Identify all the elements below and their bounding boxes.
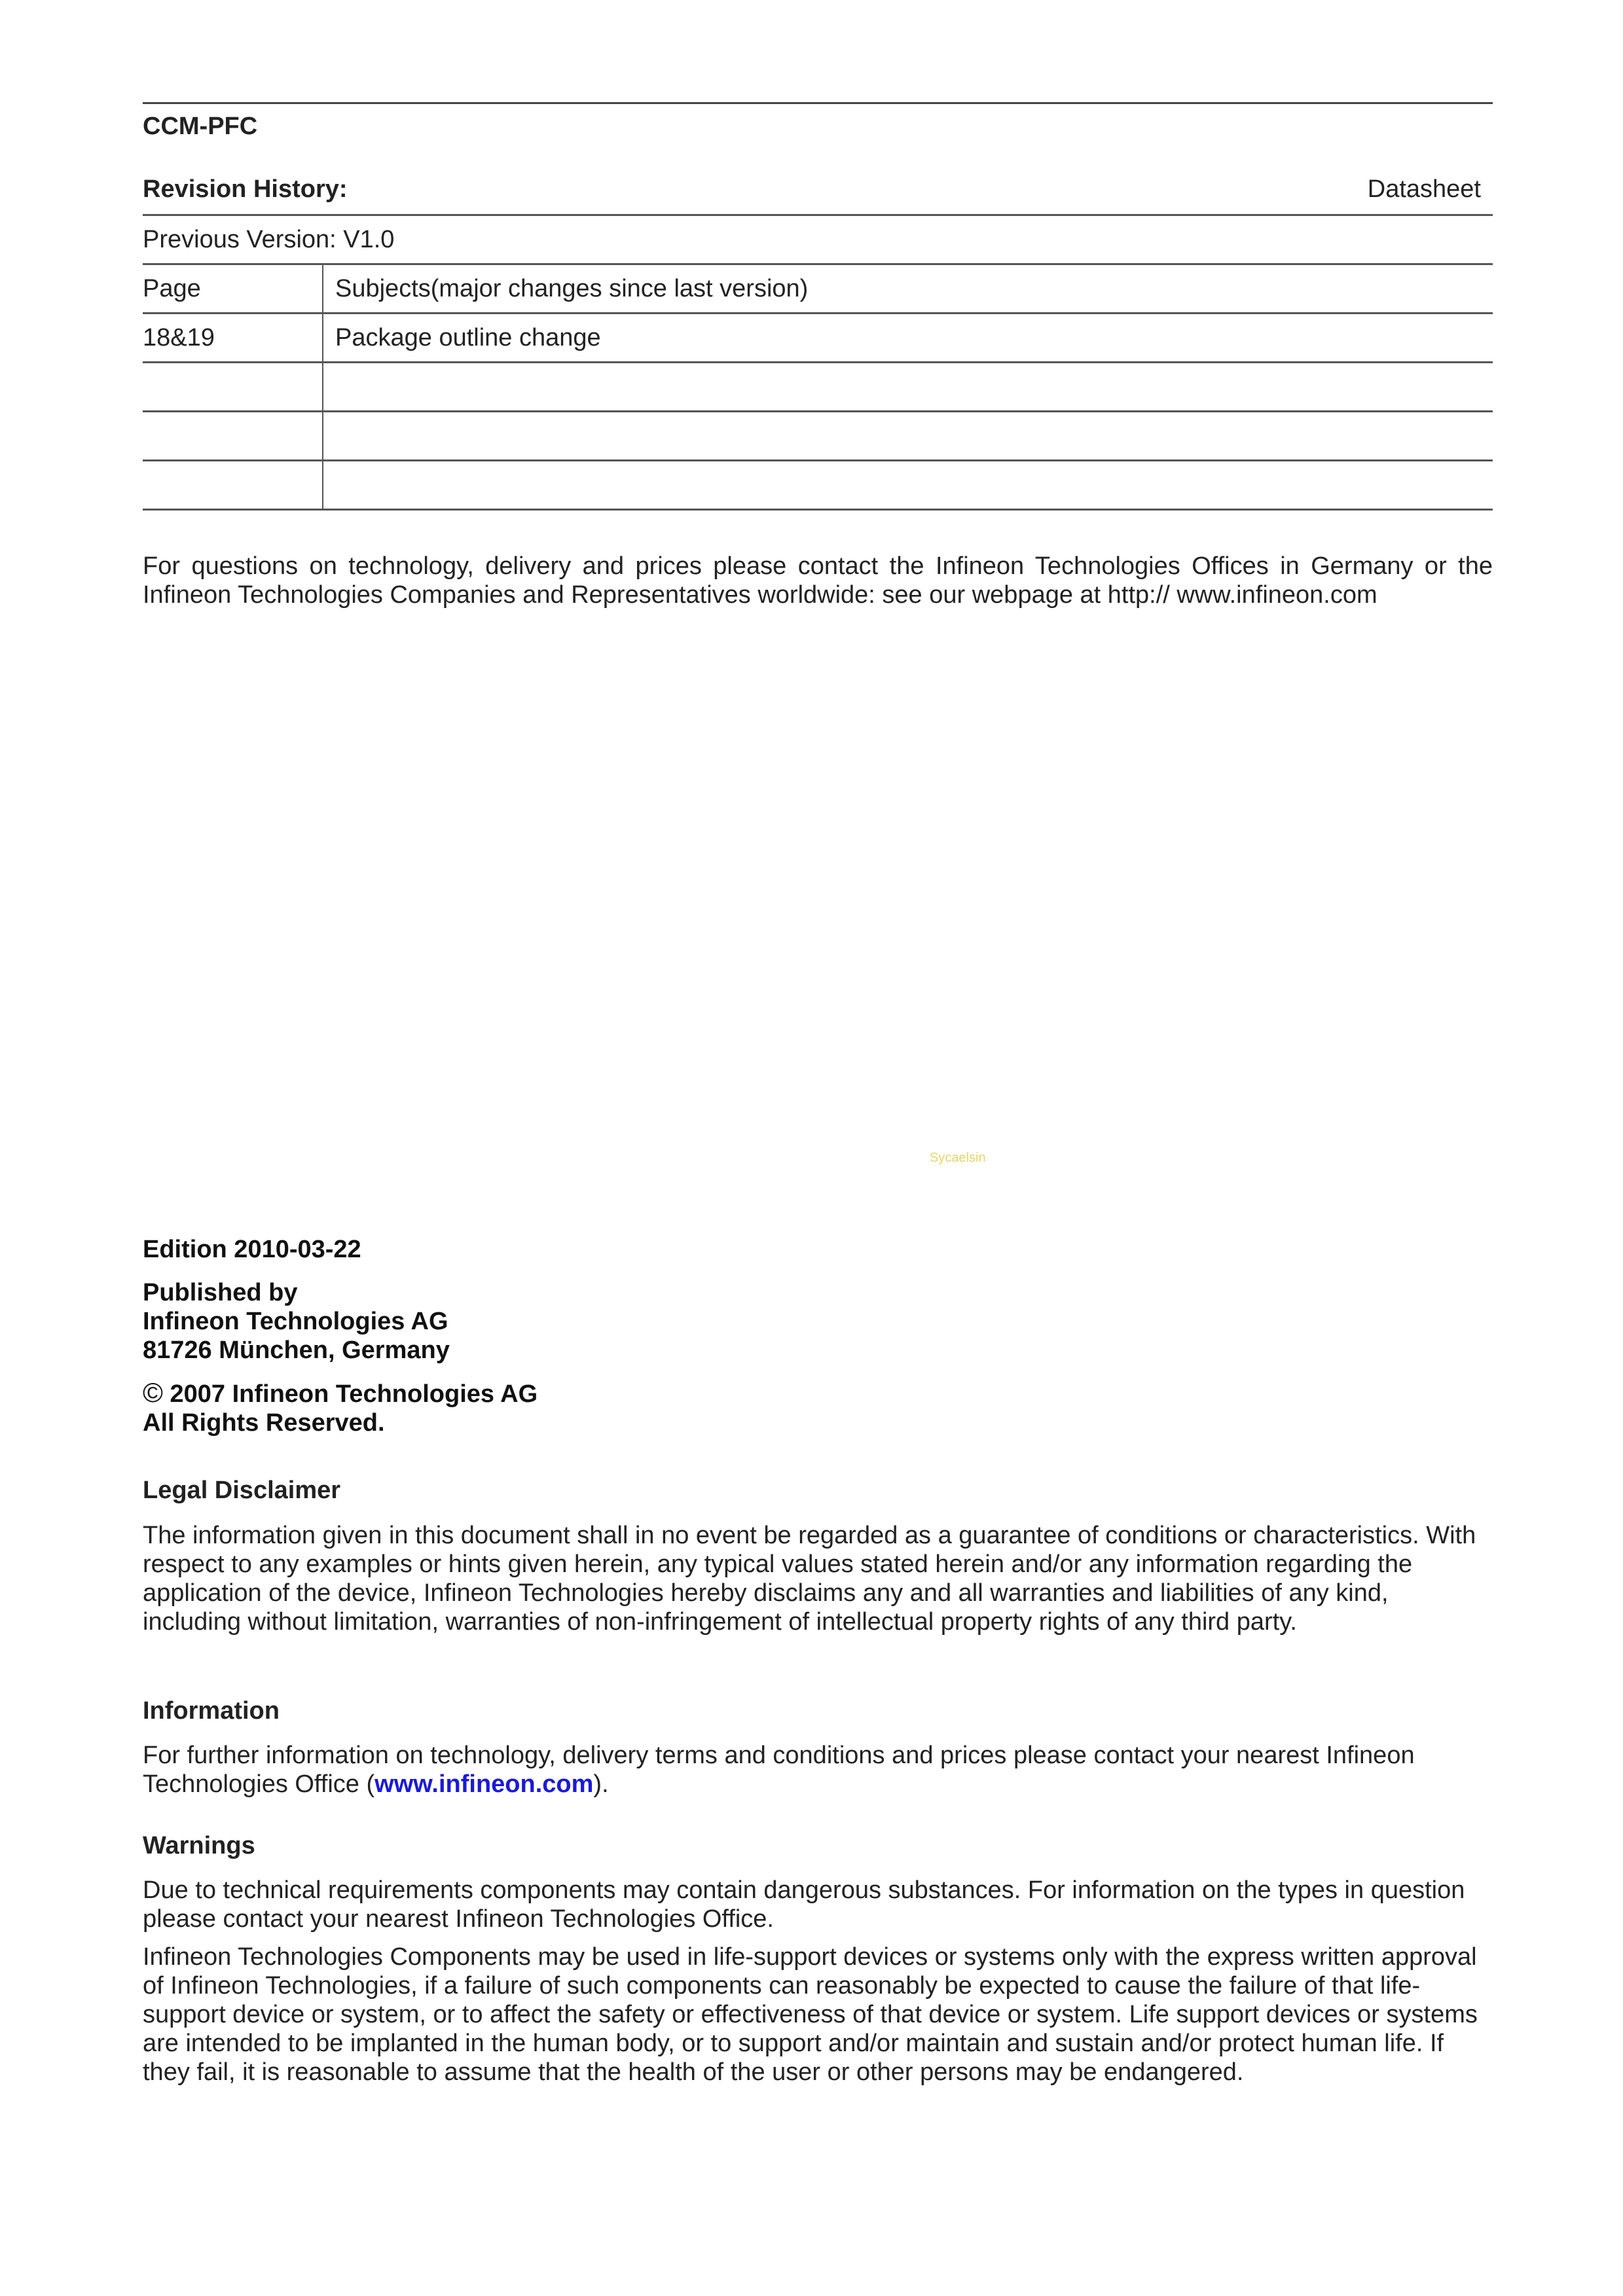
row-page: 18&19 xyxy=(143,314,323,363)
table-row xyxy=(143,314,1493,363)
warnings-paragraph-2: Infineon Technologies Components may be used in life-support devices or systems only with the express written approval of Infineon Technologies, if a failure of such components can reasonably be expected to cause the failure of that life-support device or system, or to affect the safety or effectiveness of that device or system. Life support devices or systems are intended to be implanted in the human body, or to support and/or maintain and sustain and/or protect human life. If they fail, it is reasonable to assume that the health of the user or other persons may be endangered. xyxy=(143,1943,1478,2086)
publisher-block xyxy=(143,1278,450,1365)
table-row xyxy=(143,363,1493,412)
copyright-text: 2007 Infineon Technologies AG xyxy=(170,1380,538,1408)
document-type: Datasheet xyxy=(1367,175,1481,203)
column-header-subjects: Subjects(major changes since last version) xyxy=(323,264,1493,314)
row-subject xyxy=(323,412,1493,461)
copyright-icon: © xyxy=(143,1377,163,1408)
header-rule xyxy=(143,102,1493,104)
legal-paragraph: The information given in this document shall in no event be regarded as a guarantee of conditions or characteristics. With respect to any examples or hints given herein, any typical values stated herein and/or any information regarding the application of the device, Infineon Technologies hereby disclaims any and all warranties and liabilities of any kind, including without limitation, warranties of non-infringement of intellectual property rights of any third party. xyxy=(143,1522,1476,1636)
publisher-name: Infineon Technologies AG xyxy=(143,1308,448,1335)
row-subject: Package outline change xyxy=(323,314,1493,363)
copyright-block xyxy=(143,1378,538,1437)
previous-version-row xyxy=(143,215,1493,264)
revision-title: Revision History: xyxy=(143,175,348,203)
contact-paragraph: For questions on technology, delivery and prices please contact the Infineon Technologies Offices in Germany or the Infineon Technologies Companies and Representatives worldwide: see our webpage at http:// www.infineon.com xyxy=(143,552,1493,609)
revision-table xyxy=(143,214,1493,511)
information-heading: Information xyxy=(143,1697,280,1725)
previous-version: Previous Version: V1.0 xyxy=(143,215,1493,264)
published-by: Published by xyxy=(143,1279,298,1306)
information-paragraph xyxy=(143,1741,1493,1799)
row-page xyxy=(143,363,323,412)
row-subject xyxy=(323,461,1493,510)
infineon-link[interactable]: www.infineon.com xyxy=(374,1770,594,1798)
edition: Edition 2010-03-22 xyxy=(143,1236,361,1263)
row-subject xyxy=(323,363,1493,412)
warnings-heading: Warnings xyxy=(143,1832,255,1859)
table-row xyxy=(143,412,1493,461)
warnings-paragraph-1: Due to technical requirements components may contain dangerous substances. For information on the types in question please contact your nearest Infineon Technologies Office. xyxy=(143,1876,1465,1933)
table-row xyxy=(143,461,1493,510)
rights-reserved: All Rights Reserved. xyxy=(143,1409,385,1437)
column-header-page: Page xyxy=(143,264,323,314)
doc-id: CCM-PFC xyxy=(143,113,258,140)
row-page xyxy=(143,412,323,461)
publisher-address: 81726 München, Germany xyxy=(143,1336,450,1364)
information-text-end: ). xyxy=(593,1770,609,1798)
table-header-row xyxy=(143,264,1493,314)
information-text: For further information on technology, delivery terms and conditions and prices please contact your nearest Infineon Technologies Office ( xyxy=(143,1742,1415,1798)
legal-heading: Legal Disclaimer xyxy=(143,1477,341,1504)
watermark: Sycaelsin xyxy=(930,1151,986,1165)
row-page xyxy=(143,461,323,510)
